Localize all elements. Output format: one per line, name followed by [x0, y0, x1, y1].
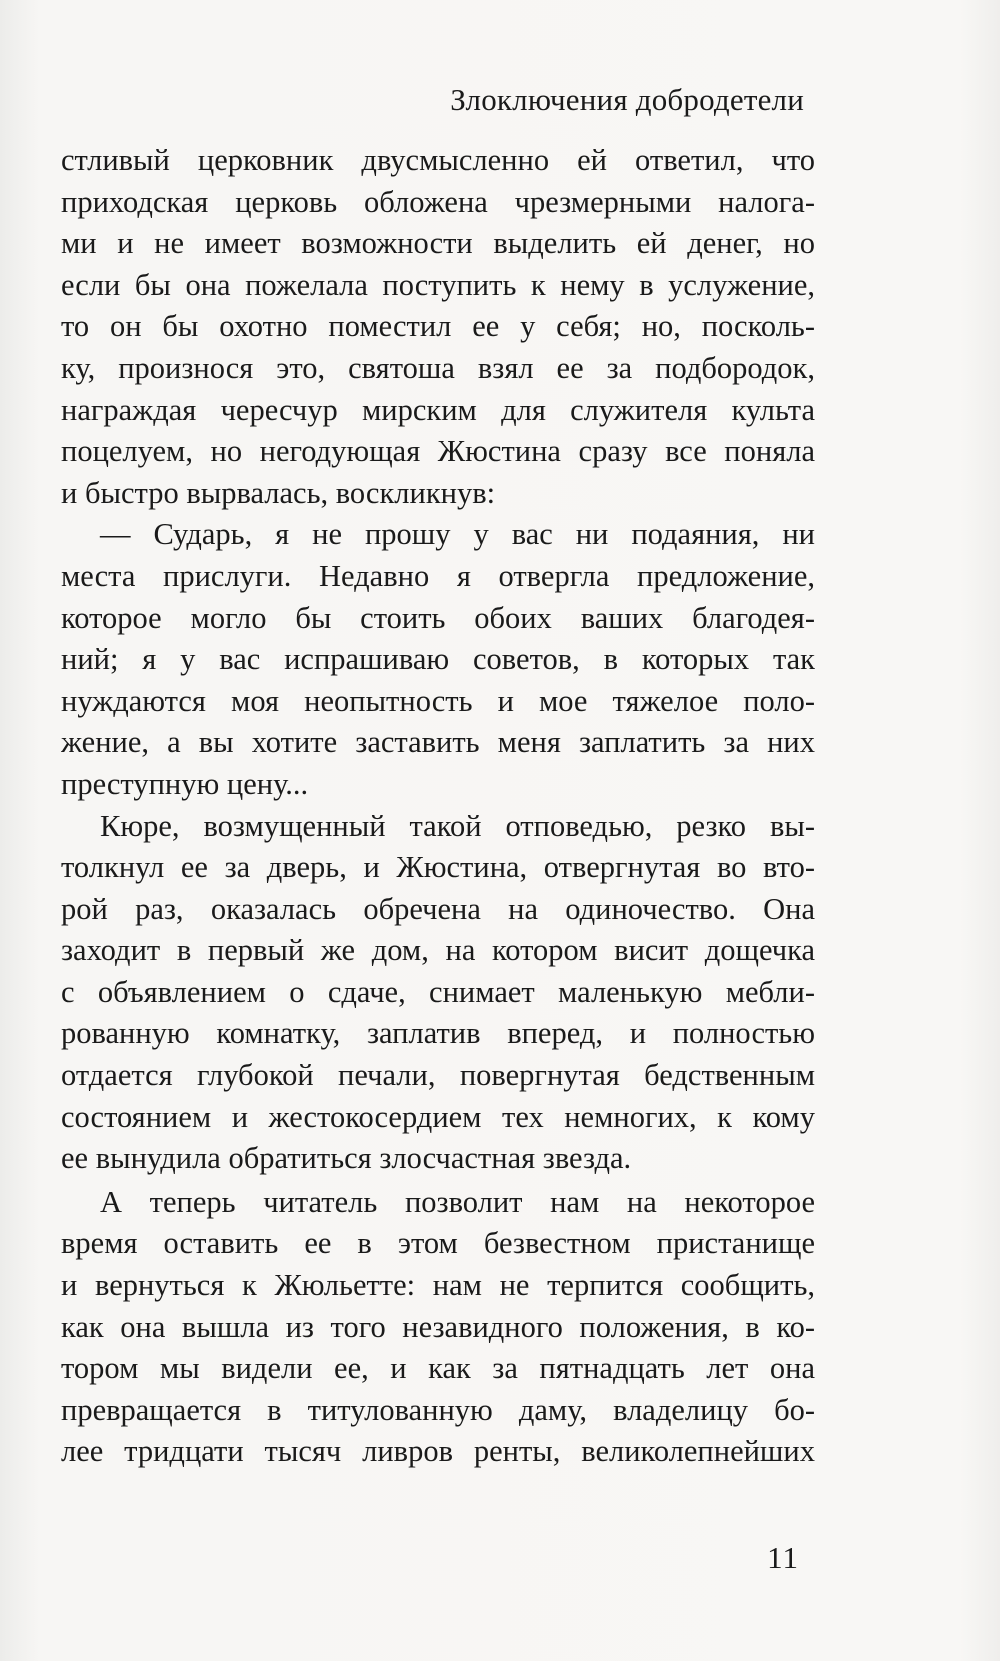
text-line: ее вынудила обратиться злосчастная звезда.	[61, 1141, 632, 1176]
paragraph	[61, 514, 815, 805]
text-line: тором мы видели ее, и как за пятнадцать лет она	[61, 1351, 815, 1386]
text-line: рованную комнатку, заплатив вперед, и полностью	[61, 1016, 815, 1051]
text-line: время оставить ее в этом безвестном пристанище	[61, 1226, 815, 1261]
text-line: заходит в первый же дом, на котором висит дощечка	[61, 933, 815, 968]
body-text	[61, 140, 815, 1473]
text-line: жение, а вы хотите заставить меня заплатить за них	[61, 725, 815, 760]
text-line: приходская церковь обложена чрезмерными налога-	[61, 184, 815, 219]
text-line: — Сударь, я не прошу у вас ни подаяния, ни	[100, 517, 815, 552]
text-line: А теперь читатель позволит нам на некоторое	[100, 1184, 815, 1219]
paragraph	[61, 1182, 815, 1473]
text-line: как она вышла из того незавидного положения, в ко-	[61, 1309, 815, 1344]
text-line: если бы она пожелала поступить к нему в услужение,	[61, 267, 815, 302]
text-line: ку, произнося это, святоша взял ее за подбородок,	[61, 350, 815, 385]
text-line: которое могло бы стоить обоих ваших благодея-	[61, 600, 815, 635]
running-head: Злоключения добродетели	[450, 82, 804, 117]
text-line: то он бы охотно поместил ее у себя; но, посколь-	[61, 309, 815, 344]
page-number: 11	[767, 1540, 799, 1575]
text-line: отдается глубокой печали, повергнутая бедственным	[61, 1058, 815, 1093]
text-line: Кюре, возмущенный такой отповедью, резко вы-	[100, 808, 815, 843]
text-line: нуждаются моя неопытность и мое тяжелое поло-	[61, 683, 815, 718]
paragraph	[61, 806, 815, 1180]
text-line: ми и не имеет возможности выделить ей денег, но	[61, 226, 815, 261]
text-line: ний; я у вас испрашиваю советов, в которых так	[61, 642, 815, 677]
text-line: и быстро вырвалась, воскликнув:	[61, 475, 496, 510]
text-line: рой раз, оказалась обречена на одиночество. Она	[61, 891, 815, 926]
text-line: преступную цену...	[61, 766, 309, 801]
text-line: поцелуем, но негодующая Жюстина сразу все поняла	[61, 434, 815, 469]
text-line: места прислуги. Недавно я отвергла предложение,	[61, 558, 815, 593]
text-line: лее тридцати тысяч ливров ренты, великолепнейших	[61, 1434, 815, 1469]
text-line: превращается в титулованную даму, владелицу бо-	[61, 1392, 815, 1427]
text-line: награждая чересчур мирским для служителя культа	[61, 392, 815, 427]
text-line: с объявлением о сдаче, снимает маленькую мебли-	[61, 974, 815, 1009]
paragraph	[61, 140, 815, 514]
text-line: толкнул ее за дверь, и Жюстина, отвергнутая во вто-	[61, 850, 815, 885]
text-line: и вернуться к Жюльетте: нам не терпится сообщить,	[61, 1268, 815, 1303]
text-line: состоянием и жестокосердием тех немногих, к кому	[61, 1099, 815, 1134]
text-line: стливый церковник двусмысленно ей ответил, что	[61, 143, 815, 177]
